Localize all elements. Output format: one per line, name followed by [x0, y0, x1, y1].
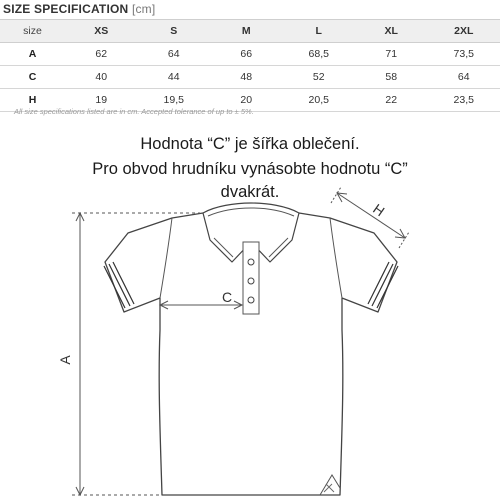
- table-cell: 52: [312, 71, 325, 83]
- header-s: S: [170, 25, 178, 37]
- table-cell: 40: [95, 71, 108, 83]
- header-2xl: 2XL: [454, 25, 474, 37]
- spec-unit: [cm]: [131, 2, 156, 16]
- row-label-c: C: [28, 71, 37, 83]
- caption-line-2: Pro obvod hrudníku vynásobte hodnotu “C”: [92, 160, 408, 178]
- header-xs: XS: [94, 25, 109, 37]
- spec-title-text: SIZE SPECIFICATION: [3, 2, 129, 16]
- table-cell: 20,5: [308, 94, 329, 106]
- table-cell: 20: [240, 94, 253, 106]
- table-cell: 68,5: [308, 48, 329, 60]
- table-cell: 73,5: [453, 48, 474, 60]
- caption-line-3: dvakrát.: [220, 183, 280, 201]
- label-h: H: [370, 200, 388, 220]
- table-cell: 23,5: [453, 94, 474, 106]
- header-xl: XL: [384, 25, 398, 37]
- label-c: C: [221, 289, 233, 305]
- table-cell: 58: [385, 71, 398, 83]
- table-cell: 66: [240, 48, 253, 60]
- header-size: size: [23, 25, 42, 37]
- table-cell: 71: [385, 48, 398, 60]
- table-cell: 22: [385, 94, 398, 106]
- caption-line-1: Hodnota “C” je šířka oblečení.: [140, 135, 360, 153]
- table-cell: 19: [95, 94, 108, 106]
- table-cell: 64: [457, 71, 470, 83]
- table-cell: 48: [240, 71, 253, 83]
- table-cell: 64: [167, 48, 180, 60]
- row-label-h: H: [28, 94, 37, 106]
- header-m: M: [241, 25, 251, 37]
- row-label-a: A: [28, 48, 37, 60]
- table-cell: 62: [95, 48, 108, 60]
- label-a: A: [57, 355, 73, 365]
- header-l: L: [315, 25, 322, 37]
- table-cell: 44: [167, 71, 180, 83]
- tolerance-note: All size specifications listed are in cm. Accepted tolerance of up to ± 5%.: [14, 107, 254, 116]
- table-cell: 19,5: [163, 94, 184, 106]
